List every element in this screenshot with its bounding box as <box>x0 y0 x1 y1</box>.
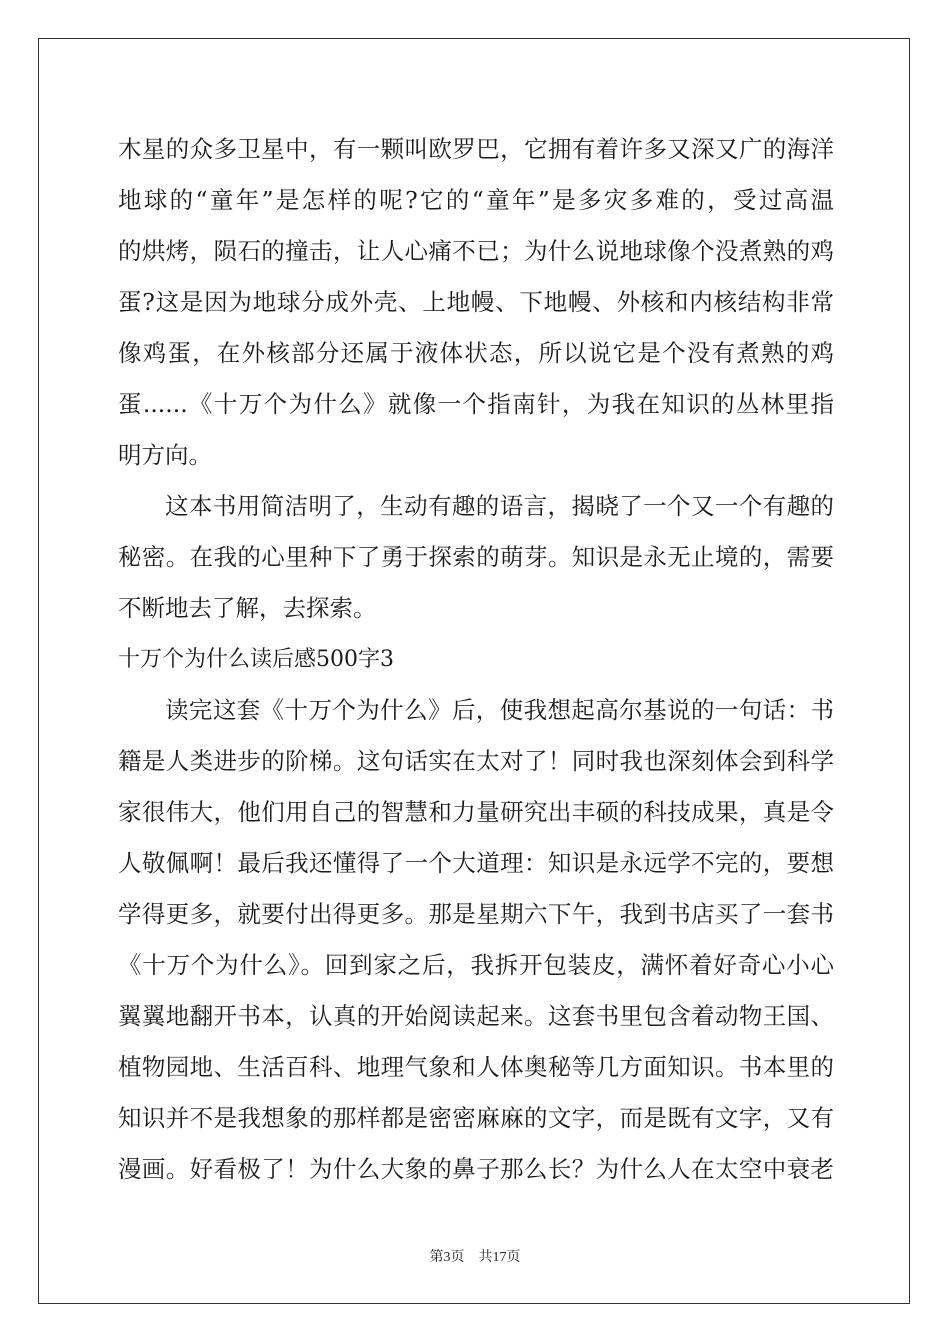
page-total: 共17页 <box>478 1250 521 1265</box>
page-footer <box>0 1246 950 1266</box>
text-line: 籍是人类进步的阶梯。这句话实在太对了！同时我也深刻体会到科学 <box>118 747 834 775</box>
text-line: 知识并不是我想象的那样都是密密麻麻的文字，而是既有文字，又有 <box>118 1104 834 1132</box>
text-line: 《十万个为什么》。回到家之后，我拆开包装皮，满怀着好奇心小心 <box>118 951 834 979</box>
text-line: 读完这套《十万个为什么》后，使我想起高尔基说的一句话：书 <box>165 696 834 724</box>
text-line: 明方向。 <box>118 441 212 469</box>
text-line: 学得更多，就要付出得更多。那是星期六下午，我到书店买了一套书 <box>118 900 834 928</box>
text-line: 人敬佩啊！最后我还懂得了一个大道理：知识是永远学不完的，要想 <box>118 849 834 877</box>
page-number: 第3页 <box>429 1250 465 1265</box>
text-line: 植物园地、生活百科、地理气象和人体奥秘等几方面知识。书本里的 <box>118 1053 834 1081</box>
text-line: 秘密。在我的心里种下了勇于探索的萌芽。知识是永无止境的，需要 <box>118 543 834 571</box>
text-line: 像鸡蛋，在外核部分还属于液体状态，所以说它是个没有煮熟的鸡 <box>118 339 834 367</box>
paragraph <box>118 124 834 481</box>
paragraph <box>118 685 834 1195</box>
text-line: 地球的“童年”是怎样的呢?它的“童年”是多灾多难的，受过高温 <box>118 186 834 214</box>
text-line: 蛋?这是因为地球分成外壳、上地幔、下地幔、外核和内核结构非常 <box>118 288 834 316</box>
text-line: 漫画。好看极了！为什么大象的鼻子那么长？为什么人在太空中衰老 <box>118 1155 834 1183</box>
text-line: 的烘烤，陨石的撞击，让人心痛不已；为什么说地球像个没煮熟的鸡 <box>118 237 834 265</box>
text-line: 木星的众多卫星中，有一颗叫欧罗巴，它拥有着许多又深又广的海洋 <box>118 135 834 163</box>
text-line: 这本书用简洁明了，生动有趣的语言，揭晓了一个又一个有趣的 <box>165 492 834 520</box>
text-line: 家很伟大，他们用自己的智慧和力量研究出丰硕的科技成果，真是令 <box>118 798 834 826</box>
text-line: 翼翼地翻开书本，认真的开始阅读起来。这套书里包含着动物王国、 <box>118 1002 834 1030</box>
text-line: 蛋......《十万个为什么》就像一个指南针，为我在知识的丛林里指 <box>118 390 834 418</box>
section-heading: 十万个为什么读后感500字3 <box>118 647 394 672</box>
text-line: 不断地去了解，去探索。 <box>118 594 377 622</box>
document-body <box>118 124 834 1195</box>
paragraph <box>118 481 834 634</box>
